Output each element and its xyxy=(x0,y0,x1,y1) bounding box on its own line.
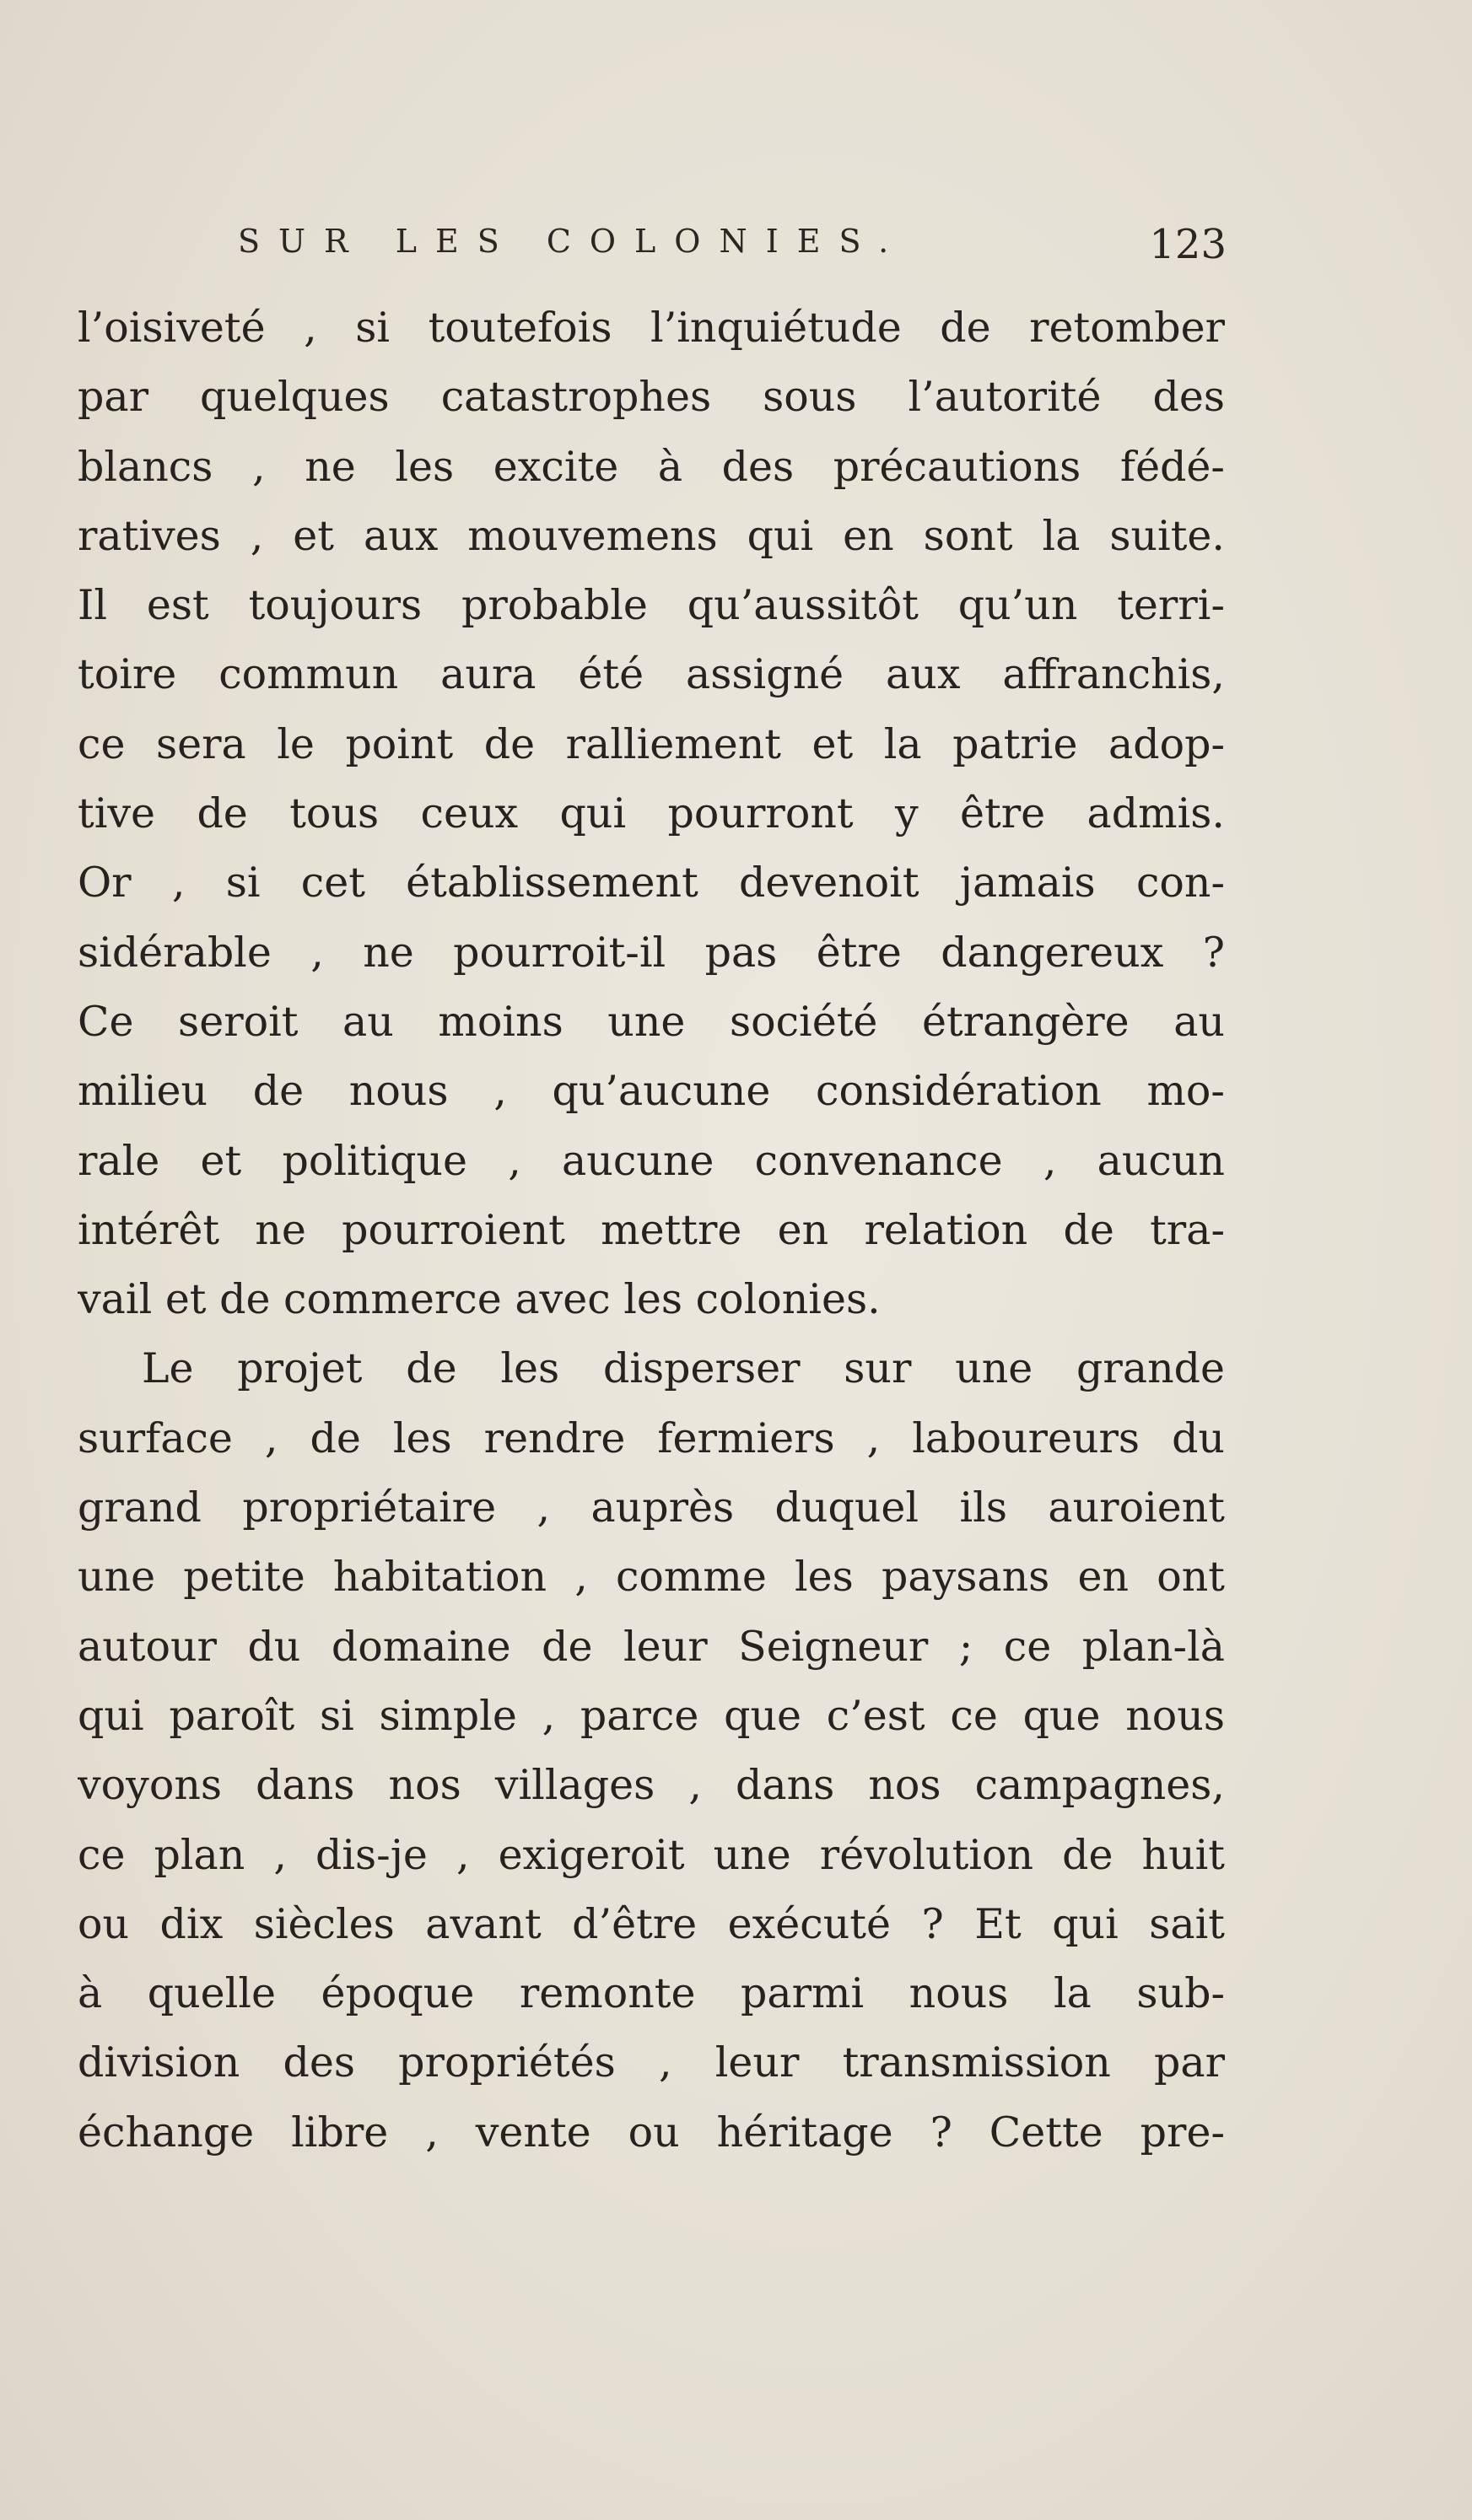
text-line: une petite habitation , comme les paysans en ont xyxy=(78,1553,1225,1602)
text-line: surface , de les rendre fermiers , laboureurs du xyxy=(78,1413,1225,1462)
text-line: ce sera le point de ralliement et la patrie adop- xyxy=(78,719,1225,768)
text-line: voyons dans nos villages , dans nos campagnes, xyxy=(78,1761,1225,1810)
text-line: Ce seroit au moins une société étrangère au xyxy=(78,997,1225,1046)
text-line: par quelques catastrophes sous l’autorité des xyxy=(78,373,1225,422)
text-line: milieu de nous , qu’aucune considération mo- xyxy=(78,1067,1225,1116)
page-number: 123 xyxy=(1149,221,1227,268)
running-title: SUR LES COLONIES. xyxy=(238,223,908,260)
text-line: ratives , et aux mouvemens qui en sont la suite. xyxy=(78,511,1225,560)
text-line: toire commun aura été assigné aux affranchis, xyxy=(78,650,1225,699)
text-line: grand propriétaire , auprès duquel ils auroient xyxy=(78,1483,1225,1532)
text-line: intérêt ne pourroient mettre en relation de tra- xyxy=(78,1205,1225,1254)
text-line: à quelle époque remonte parmi nous la sub- xyxy=(78,1969,1225,2018)
text-line: blancs , ne les excite à des précautions fédé- xyxy=(78,442,1225,491)
text-line: tive de tous ceux qui pourront y être admis. xyxy=(78,789,1225,838)
text-line: division des propriétés , leur transmission par xyxy=(78,2038,1225,2087)
text-line: autour du domaine de leur Seigneur ; ce plan-là xyxy=(78,1622,1225,1671)
text-line: Le projet de les disperser sur une grande xyxy=(142,1344,1225,1393)
text-line: vail et de commerce avec les colonies. xyxy=(78,1275,881,1324)
text-line: l’oisiveté , si toutefois l’inquiétude de retomber xyxy=(78,304,1225,352)
body-text xyxy=(78,293,1225,2167)
text-line: qui paroît si simple , parce que c’est ce que nous xyxy=(78,1691,1225,1740)
text-line: rale et politique , aucune convenance , aucun xyxy=(78,1136,1225,1185)
page-header xyxy=(238,221,1227,272)
text-line: ce plan , dis-je , exigeroit une révolution de huit xyxy=(78,1830,1225,1879)
text-line: ou dix siècles avant d’être exécuté ? Et qui sait xyxy=(78,1899,1225,1948)
text-line: Il est toujours probable qu’aussitôt qu’un terri- xyxy=(78,581,1225,630)
text-line: sidérable , ne pourroit-il pas être dangereux ? xyxy=(78,928,1225,977)
text-line: échange libre , vente ou héritage ? Cette pre- xyxy=(78,2108,1225,2157)
text-line: Or , si cet établissement devenoit jamais con- xyxy=(78,859,1225,907)
